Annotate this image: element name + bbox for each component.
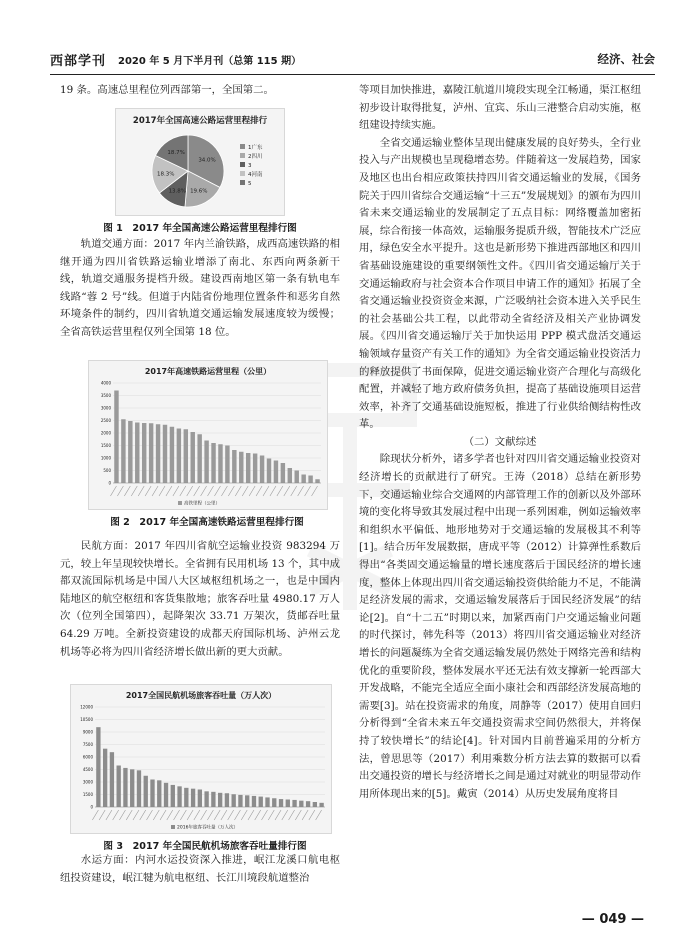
left-column bbox=[60, 82, 340, 100]
x-tick-label bbox=[194, 486, 200, 496]
x-tick-label bbox=[187, 810, 193, 820]
slice-label: 18.3% bbox=[157, 171, 175, 178]
bar bbox=[96, 727, 100, 807]
bar bbox=[232, 794, 236, 807]
slice-label: 19.6% bbox=[190, 188, 208, 195]
bar bbox=[288, 468, 292, 483]
x-tick-label bbox=[312, 486, 318, 496]
x-tick-label bbox=[117, 486, 123, 496]
legend-swatch bbox=[240, 144, 245, 149]
x-tick-label bbox=[180, 486, 186, 496]
issue-info: 2020 年 5 月下半月刊（总第 115 期） bbox=[118, 56, 302, 67]
bar bbox=[157, 780, 161, 807]
x-tick-label bbox=[262, 810, 268, 820]
pie-chart bbox=[115, 108, 285, 216]
x-tick-label bbox=[241, 810, 247, 820]
x-tick-label bbox=[234, 810, 240, 820]
x-tick-label bbox=[268, 810, 274, 820]
legend-label: 2016年旅客吞吐量（万人次） bbox=[177, 825, 238, 831]
bar bbox=[117, 766, 121, 808]
bar bbox=[211, 792, 215, 807]
bar bbox=[286, 800, 290, 808]
bar bbox=[308, 476, 312, 484]
bar-chart-rail bbox=[88, 360, 328, 510]
x-tick-label bbox=[214, 810, 220, 820]
x-tick-label bbox=[187, 486, 193, 496]
y-tick-label: 3000 bbox=[100, 405, 111, 411]
bar bbox=[281, 463, 285, 483]
bar bbox=[130, 769, 134, 807]
y-tick-label: 3000 bbox=[82, 779, 93, 785]
bar bbox=[171, 785, 175, 807]
paragraph: 水运方面：内河水运投资深入推进，岷江龙溪口航电枢纽投资建设，岷江犍为航电枢纽、长江川境段航道整治 bbox=[60, 854, 340, 884]
bar bbox=[260, 456, 264, 484]
y-tick-label: 1500 bbox=[82, 792, 93, 797]
rail-svg bbox=[89, 361, 327, 509]
x-tick-label bbox=[124, 486, 130, 496]
x-tick-label bbox=[140, 810, 146, 820]
x-tick-label bbox=[201, 810, 207, 820]
x-tick-label bbox=[249, 486, 255, 496]
paragraph: 19 条。高速总里程位列西部第一，全国第二。 bbox=[60, 84, 274, 96]
bar bbox=[211, 443, 215, 483]
x-tick-label bbox=[248, 810, 254, 820]
section-subheading: （二）文献综述 bbox=[463, 435, 537, 448]
legend-label: 4河南 bbox=[248, 172, 263, 178]
bar bbox=[197, 434, 201, 483]
bar bbox=[313, 802, 317, 807]
slice-label: 34.0% bbox=[198, 157, 216, 164]
x-tick-label bbox=[110, 486, 116, 496]
bar bbox=[306, 801, 310, 807]
x-tick-label bbox=[131, 486, 137, 496]
pie-svg bbox=[116, 109, 284, 215]
bar bbox=[252, 796, 256, 807]
bar bbox=[218, 444, 222, 483]
bar bbox=[239, 452, 243, 483]
y-tick-label: 500 bbox=[103, 468, 111, 473]
x-tick-label bbox=[159, 486, 165, 496]
legend-label: 3 bbox=[248, 163, 252, 169]
legend-swatch bbox=[171, 825, 175, 829]
x-tick-label bbox=[194, 810, 200, 820]
chart-title: 2017年全国高速公路运营里程排行 bbox=[132, 116, 268, 126]
bar bbox=[150, 780, 154, 808]
bar bbox=[184, 429, 188, 483]
bar bbox=[272, 798, 276, 807]
bar bbox=[225, 793, 229, 807]
bar bbox=[246, 453, 250, 483]
bar-chart-air bbox=[70, 684, 332, 834]
x-tick-label bbox=[126, 810, 132, 820]
paragraph: 民航方面：2017 年四川省航空运输业投资 983294 万元，较上年呈现较快增长。全省拥有民用机场 13 个，其中成都双流国际机场是中国八大区域枢纽机场之一，也是中国内陆地区的航空枢纽和客货集散地；旅客吞吐量 4980.17 万人次（位列全国第四），起降架次 33.71 万架次，货邮吞吐量 64.29 万吨。全新投资建设的成都天府国际机场、泸州云龙机场等必将为四川省经济增长做出新的更大贡献。 bbox=[60, 540, 340, 658]
bar bbox=[110, 752, 114, 807]
bar bbox=[149, 423, 153, 483]
bar bbox=[142, 423, 146, 483]
slice-label: 18.7% bbox=[167, 150, 185, 157]
bar bbox=[319, 803, 323, 807]
x-tick-label bbox=[235, 486, 241, 496]
legend-swatch bbox=[240, 171, 245, 176]
x-tick-label bbox=[221, 810, 227, 820]
x-tick-label bbox=[305, 486, 311, 496]
x-tick-label bbox=[166, 486, 172, 496]
bar bbox=[279, 799, 283, 807]
bar bbox=[267, 459, 271, 484]
x-tick-label bbox=[316, 810, 322, 820]
bar bbox=[204, 791, 208, 807]
figure-1-caption: 图 1 2017 年全国高速公路运营里程排行图 bbox=[103, 223, 297, 234]
legend-label: 2四川 bbox=[248, 154, 263, 160]
x-tick-label bbox=[119, 810, 125, 820]
x-tick-label bbox=[256, 486, 262, 496]
y-tick-label: 9000 bbox=[82, 729, 93, 735]
section-title: 经济、社会 bbox=[597, 52, 655, 66]
x-tick-label bbox=[207, 810, 213, 820]
y-tick-label: 2000 bbox=[100, 430, 111, 436]
x-tick-label bbox=[147, 810, 153, 820]
x-tick-label bbox=[106, 810, 112, 820]
x-tick-label bbox=[138, 486, 144, 496]
x-tick-label bbox=[291, 486, 297, 496]
x-tick-label bbox=[270, 486, 276, 496]
chart-title: 2017年高速铁路运营里程（公里） bbox=[144, 367, 272, 376]
bar bbox=[103, 749, 107, 807]
bar bbox=[265, 797, 269, 807]
bar bbox=[253, 454, 257, 484]
bar bbox=[299, 801, 303, 807]
x-tick-label bbox=[242, 486, 248, 496]
legend-swatch bbox=[240, 180, 245, 185]
x-tick-label bbox=[284, 486, 290, 496]
legend-swatch bbox=[240, 162, 245, 167]
bar bbox=[225, 446, 229, 484]
bar bbox=[191, 789, 195, 807]
x-tick-label bbox=[167, 810, 173, 820]
x-tick-label bbox=[228, 810, 234, 820]
x-tick-label bbox=[92, 810, 98, 820]
x-tick-label bbox=[113, 810, 119, 820]
x-tick-label bbox=[214, 486, 220, 496]
y-tick-label: 0 bbox=[90, 804, 93, 810]
bar bbox=[218, 793, 222, 807]
y-tick-label: 7500 bbox=[82, 742, 93, 747]
x-tick-label bbox=[99, 810, 105, 820]
x-tick-label bbox=[173, 486, 179, 496]
page-header bbox=[50, 48, 655, 75]
x-tick-label bbox=[201, 486, 207, 496]
paragraph: 轨道交通方面：2017 年内兰渝铁路，成西高速铁路的相继开通为四川省铁路运输业增添了南北、东西向两条新干线，轨道交通服务提档升级。建设西南地区第一条有轨电车线路“蓉 2 号”线。但道于内陆省份地理位置条件和恶劣自然环境条件的制约，四川省轨道交通运输发展速度较为缓慢；全省高铁运营里程仅列全国第 18 位。 bbox=[60, 238, 340, 338]
right-column bbox=[359, 82, 641, 803]
bar bbox=[123, 768, 127, 807]
bar bbox=[295, 471, 299, 484]
bar bbox=[177, 429, 181, 484]
legend-swatch bbox=[178, 501, 182, 505]
bar bbox=[128, 421, 132, 483]
bar bbox=[121, 419, 125, 483]
bar bbox=[144, 776, 148, 807]
paragraph: 除现状分析外，诸多学者也针对四川省交通运输业投资对经济增长的贡献进行了研究。王涛（2018）总结在新形势下，交通运输业综合交通网的内部管理工作的创新以及外部环境的变化将导致其发展过程中出现一系列困难，例如运输效率和组织水平偏低、地形地势对于交通运输的发展极其不利等[1]。结合历年发展数据，唐成平等（2012）计算弹性系数后得出“各类固交通运输量的增长速度落后于国民经济的增长速度，整体上体现出四川省交通运输投资供给能力不足，不能满足经济发展的需求，交通运输发展落后于国民经济发展”的结论[2]。自“十二五”时期以来，加紧西南门户交通运输业问题的时代探讨，韩先科等（2013）将四川省交通运输业对经济增长的问题凝练为全省交通运输发展仍然处于网络完善和结构优化的重要阶段，整体发展水平还无法有效支撑新一轮西部大开发战略，不能完全适应全面小康社会和西部经济发展高地的需要[3]。站在投资需求的角度，周静等（2017）使用自回归分析得到“全省未来五年交通投资需求空间仍然很大，并将保持了较快增长”的结论[4]。针对国内目前普遍采用的分析方法，曾思思等（2017）利用乘数分析方法去算的数据可以看出交通投资的增长与经济增长之间是通过对就业的明显带动作用所体现出来的[5]。戴寅（2014）从历史发展角度将目 bbox=[359, 453, 641, 800]
legend-label: 1广东 bbox=[248, 145, 263, 151]
bar bbox=[204, 441, 208, 484]
bar bbox=[156, 424, 160, 483]
y-tick-label: 1500 bbox=[100, 443, 111, 448]
figure-3-caption: 图 3 2017 年全国民航机场旅客吞吐量排行图 bbox=[103, 841, 307, 852]
y-tick-label: 0 bbox=[108, 480, 111, 486]
y-tick-label: 12000 bbox=[80, 704, 93, 710]
x-tick-label bbox=[208, 486, 214, 496]
x-tick-label bbox=[302, 810, 308, 820]
x-tick-label bbox=[277, 486, 283, 496]
x-tick-label bbox=[298, 486, 304, 496]
x-tick-label bbox=[289, 810, 295, 820]
bar bbox=[170, 427, 174, 483]
x-tick-label bbox=[145, 486, 151, 496]
bar bbox=[135, 423, 139, 484]
x-tick-label bbox=[275, 810, 281, 820]
paragraph: 全省交通运输业整体呈现出健康发展的良好势头，全行业投入与产出规模也呈现稳增态势。伴随着这一发展趋势，国家及地区也出台相应政策扶持四川省交通运输业的发展，《国务院关于四川省综合交通运输“十三五”发展规划》的颁布为四川省未来交通运输业的发展制定了五点目标：网络覆盖加密拓展，综合衔接一体高效，运输服务提质升级，智能技术广泛应用，绿色安全水平提升。这也是新形势下推进西部地区和四川省基础设施建设的重要纲领性文件。《四川省交通运输厅关于交通运输政府与社会资本合作项目申请工作的通知》拓展了全省交通运输业投资资金来源，广泛吸纳社会资本进入关乎民生的社会基础公共工程，以此带动全省经济及相关产业协调发展。《四川省交通运输厅关于加快运用 PPP 模式盘活交通运输领域存量资产有关工作的通知》为全省交通运输业投资活力的释放提供了书面保障，促进交通运输业资产合理化与高级化配置，并减轻了地方政府债务负担，提高了基础设施项目运营效率，补齐了交通基础设施短板，推进了行业供给侧结构性改革。 bbox=[359, 136, 641, 431]
y-tick-label: 10500 bbox=[80, 717, 93, 722]
paragraph: 等项目加快推进，嘉陵江航道川境段实现全江畅通，渠江枢纽初步设计取得批复，泸州、宜宾、乐山三港整合启动实施，枢纽建设持续实施。 bbox=[359, 84, 641, 132]
figure-3 bbox=[70, 684, 332, 852]
x-tick-label bbox=[160, 810, 166, 820]
bar bbox=[259, 797, 263, 807]
figure-1 bbox=[103, 108, 297, 234]
y-tick-label: 6000 bbox=[82, 754, 93, 760]
legend-swatch bbox=[240, 153, 245, 158]
page-number: — 049 — bbox=[581, 912, 644, 927]
x-tick-label bbox=[221, 486, 227, 496]
x-tick-label bbox=[295, 810, 301, 820]
journal-name: 西部学刊 bbox=[50, 54, 107, 69]
bar bbox=[301, 475, 305, 484]
bar bbox=[163, 425, 167, 483]
bar bbox=[191, 432, 195, 483]
bar bbox=[238, 795, 242, 807]
x-tick-label bbox=[174, 810, 180, 820]
x-tick-label bbox=[133, 810, 139, 820]
left-column-air bbox=[60, 538, 340, 661]
bar bbox=[315, 479, 319, 483]
y-tick-label: 4000 bbox=[100, 380, 111, 386]
legend-label: 5 bbox=[248, 181, 252, 187]
x-tick-label bbox=[228, 486, 234, 496]
x-tick-label bbox=[263, 486, 269, 496]
x-tick-label bbox=[153, 810, 159, 820]
bar bbox=[274, 461, 278, 484]
bar bbox=[198, 790, 202, 808]
y-tick-label: 1000 bbox=[100, 455, 111, 461]
bar bbox=[164, 783, 168, 807]
x-tick-label bbox=[309, 810, 315, 820]
bar bbox=[292, 800, 296, 807]
x-tick-label bbox=[180, 810, 186, 820]
bar bbox=[245, 795, 249, 807]
slice-label: 13.8% bbox=[168, 188, 187, 195]
left-column-rail bbox=[60, 236, 340, 342]
figure-2 bbox=[88, 360, 328, 528]
bar bbox=[232, 450, 236, 483]
y-tick-label: 2500 bbox=[100, 418, 111, 423]
left-column-water bbox=[60, 852, 340, 887]
bar bbox=[184, 788, 188, 807]
bar bbox=[114, 391, 118, 484]
x-tick-label bbox=[282, 810, 288, 820]
legend-label: 高铁里程（公里） bbox=[184, 501, 220, 507]
y-tick-label: 4500 bbox=[82, 767, 93, 772]
x-tick-label bbox=[152, 486, 158, 496]
air-svg bbox=[71, 685, 331, 833]
x-tick-label bbox=[255, 810, 261, 820]
chart-title: 2017全国民航机场旅客吞吐量（万人次） bbox=[125, 691, 277, 700]
bar bbox=[137, 770, 141, 807]
y-tick-label: 3500 bbox=[100, 393, 111, 398]
figure-2-caption: 图 2 2017 年全国高速铁路运营里程排行图 bbox=[110, 517, 304, 528]
bar bbox=[177, 786, 181, 807]
